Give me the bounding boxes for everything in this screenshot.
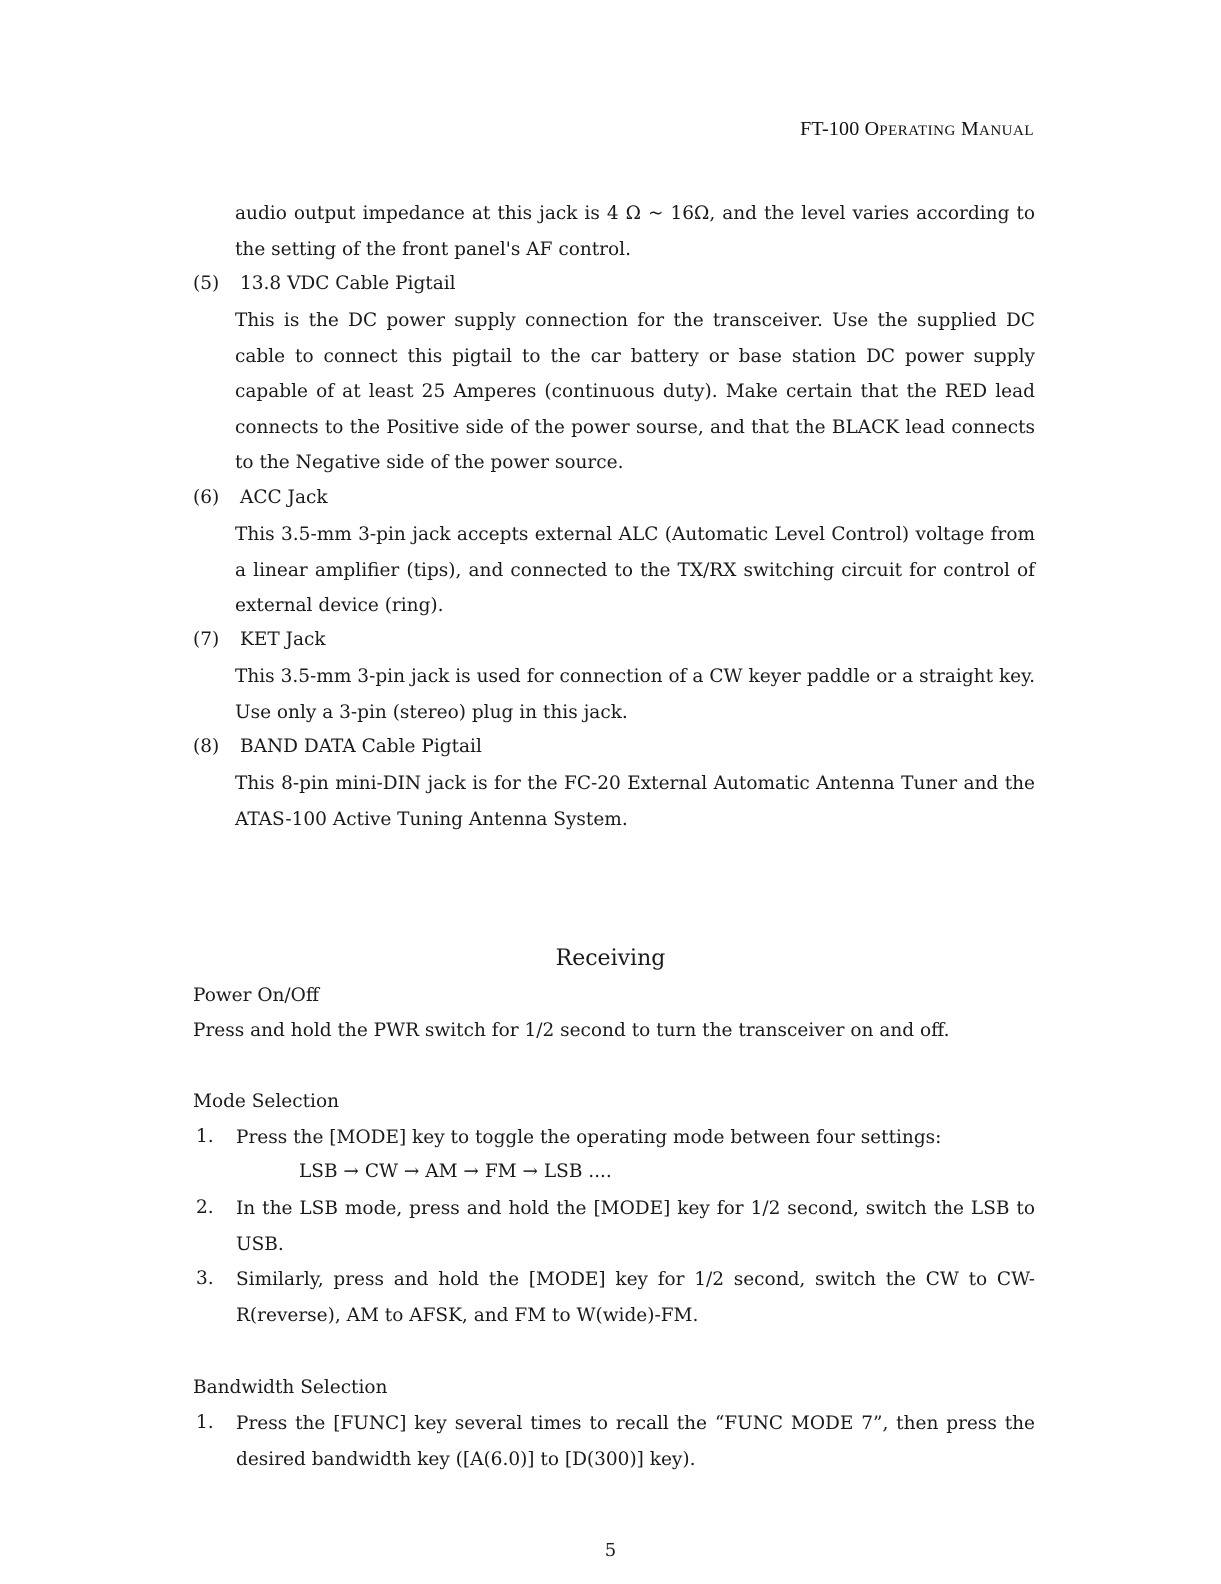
list-text: In the LSB mode, press and hold the [MODE] key for 1/2 second, switch the LSB to USB.	[236, 1198, 1035, 1255]
item-title: BAND DATA Cable Pigtail	[240, 736, 482, 757]
list-text: Press the [FUNC] key several times to recall the “FUNC MODE 7”, then press the desired bandwidth key ([A(6.0)] to [D(300)] key).	[236, 1413, 1035, 1470]
item-body: This 3.5-mm 3-pin jack is used for connection of a CW keyer paddle or a straight key. Use only a 3-pin (stereo) plug in this jack.	[235, 666, 1035, 723]
page-number: 5	[604, 1540, 617, 1561]
page-header	[800, 118, 1034, 141]
list-number: 1.	[196, 1126, 214, 1147]
item-body: This is the DC power supply connection for the transceiver. Use the supplied DC cable to connect this pigtail to the car battery or base station DC power supply capable of at least 25 Amperes (continuous duty). Make certain that the RED lead connects to the Positive side of the power sourse, and that the BLACK lead connects to the Negative side of the power source.	[235, 310, 1035, 474]
list-number: 2.	[196, 1197, 214, 1218]
list-text: Similarly, press and hold the [MODE] key for 1/2 second, switch the CW to CW-R(reverse), AM to AFSK, and FM to W(wide)-FM.	[236, 1269, 1035, 1326]
item-number: (7)	[193, 629, 220, 650]
list-number: 3.	[196, 1268, 214, 1289]
item-number: (8)	[193, 736, 220, 757]
item-title: ACC Jack	[240, 487, 328, 508]
subheading-power: Power On/Off	[193, 985, 319, 1006]
header-word1-cap: O	[864, 118, 880, 140]
subheading-bandwidth: Bandwidth Selection	[193, 1377, 388, 1398]
item-body: This 8-pin mini-DIN jack is for the FC-20 External Automatic Antenna Tuner and the ATAS-100 Active Tuning Antenna System.	[235, 773, 1035, 830]
item-number: (5)	[193, 273, 220, 294]
header-word1-rest: PERATING	[879, 123, 956, 139]
item-number: (6)	[193, 487, 220, 508]
item-title: KET Jack	[240, 629, 326, 650]
power-text: Press and hold the PWR switch for 1/2 second to turn the transceiver on and off.	[193, 1020, 950, 1041]
intro-paragraph: audio output impedance at this jack is 4 Ω ~ 16Ω, and the level varies according to the setting of the front panel's AF control.	[235, 203, 1035, 260]
list-text: Press the [MODE] key to toggle the operating mode between four settings:	[236, 1127, 942, 1148]
section-title: Receiving	[555, 946, 666, 971]
header-prefix: FT-100	[800, 118, 865, 140]
header-word2-cap: M	[961, 118, 979, 140]
subheading-mode: Mode Selection	[193, 1091, 340, 1112]
item-body: This 3.5-mm 3-pin jack accepts external ALC (Automatic Level Control) voltage from a linear amplifier (tips), and connected to the TX/RX switching circuit for control of external device (ring).	[235, 524, 1035, 617]
mode-sequence: LSB → CW → AM → FM → LSB ....	[299, 1161, 612, 1182]
list-number: 1.	[196, 1412, 214, 1433]
header-word2-rest: ANUAL	[979, 123, 1034, 139]
item-title: 13.8 VDC Cable Pigtail	[240, 273, 456, 294]
